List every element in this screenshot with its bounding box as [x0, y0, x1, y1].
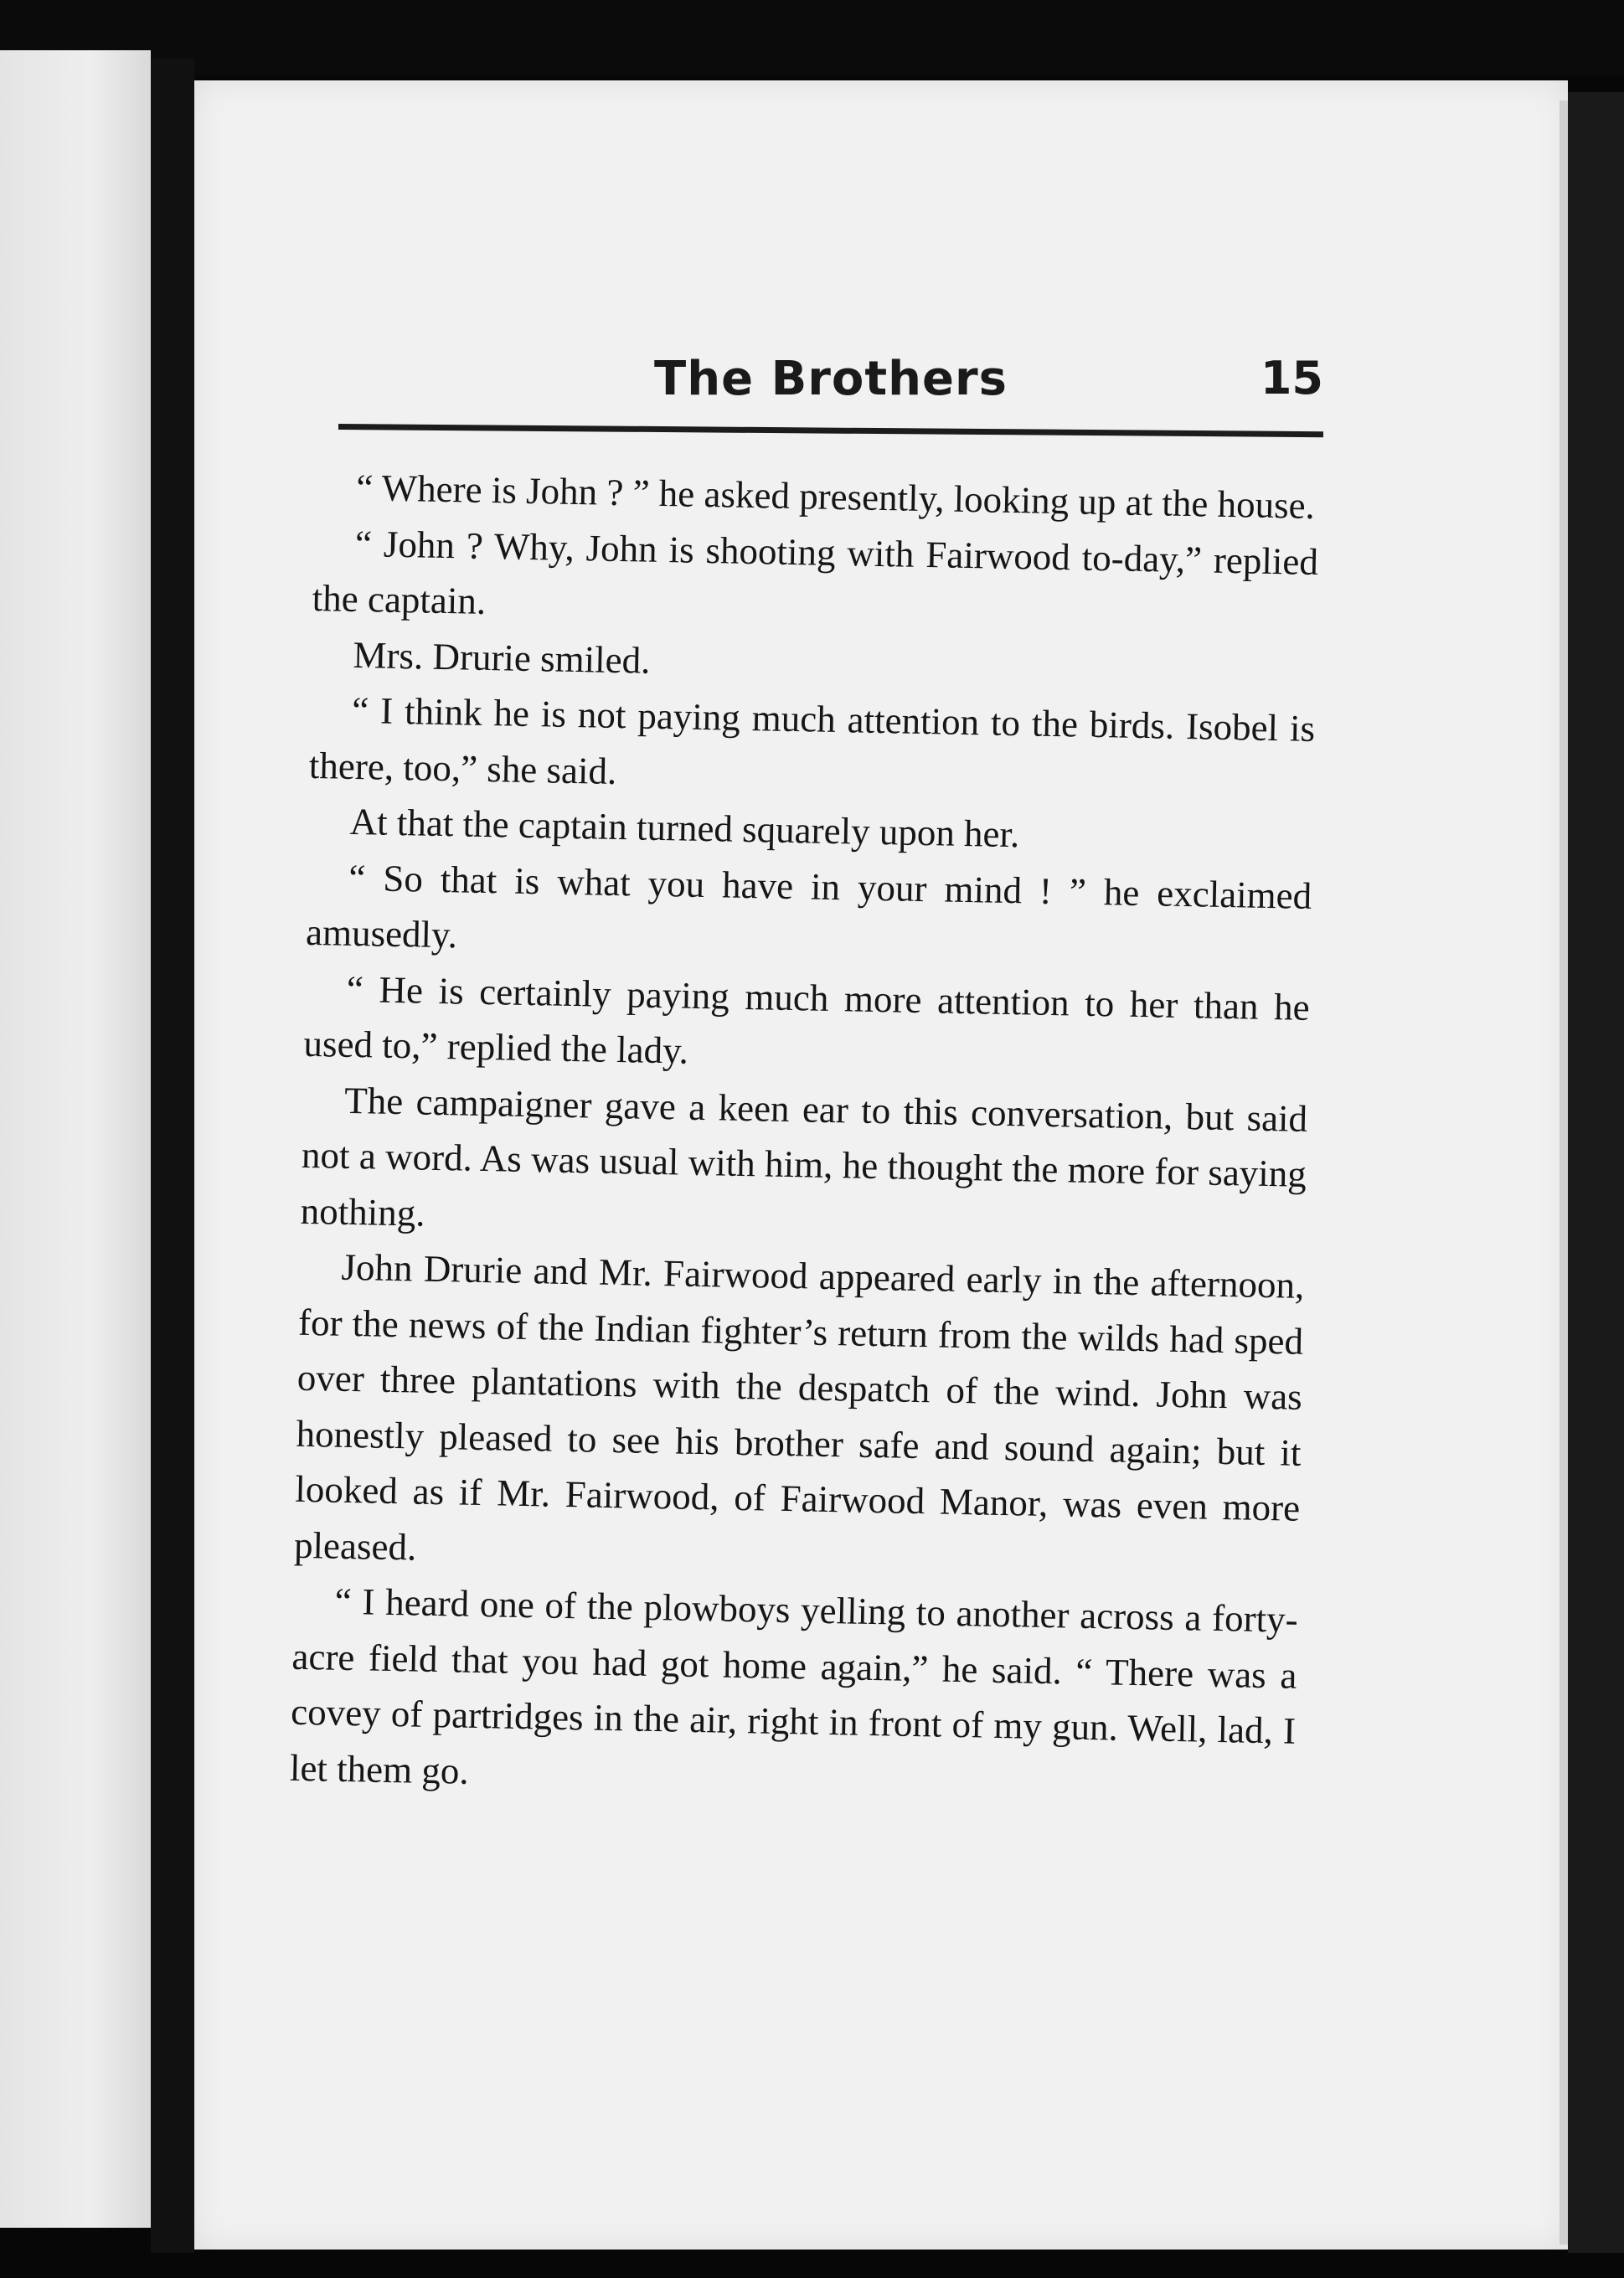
paragraph: “ I think he is not paying much attention to the birds. Isobel is there, too,” she said.	[308, 688, 1316, 792]
scan-right-border	[1568, 92, 1624, 2253]
page-header	[338, 352, 1323, 419]
page-number: 15	[1260, 352, 1323, 405]
page-body-text	[289, 459, 1319, 1815]
paragraph: “ John ? Why, John is shooting with Fairwood to-day,” replied the captain.	[312, 522, 1319, 622]
paragraph: “ Where is John ? ” he asked presently, looking up at the house.	[355, 466, 1316, 527]
paragraph: Mrs. Drurie smiled.	[353, 633, 651, 682]
paragraph: “ I heard one of the plowboys yelling to another across a forty-acre field that you had got home again,” he said. “ There was a covey of partridges in the air, right in front of my gun. Well, lad, I let them go.	[289, 1580, 1299, 1792]
paragraph: John Drurie and Mr. Fairwood appeared early in the afternoon, for the news of the Indian fighter’s return from the wilds had sped over three plantations with the despatch of the wind. John was honestly pleased to see his brother safe and sound again; but it looked as if Mr. Fairwood, of Fairwood Manor, was even more pleased.	[293, 1245, 1305, 1569]
paragraph: The campaigner gave a keen ear to this conversation, but said not a word. As was usual with him, he thought the more for saying nothing.	[300, 1079, 1308, 1234]
book-gutter	[151, 59, 194, 2253]
facing-page-edge	[0, 50, 151, 2228]
paragraph: “ He is certainly paying much more attention to her than he used to,” replied the lady.	[303, 967, 1311, 1072]
paragraph: At that the captain turned squarely upon her.	[349, 800, 1020, 856]
scan-top-border	[0, 0, 1624, 75]
running-title: The Brothers	[654, 352, 1008, 406]
paragraph: “ So that is what you have in your mind ! ” he exclaimed amusedly.	[305, 856, 1312, 956]
